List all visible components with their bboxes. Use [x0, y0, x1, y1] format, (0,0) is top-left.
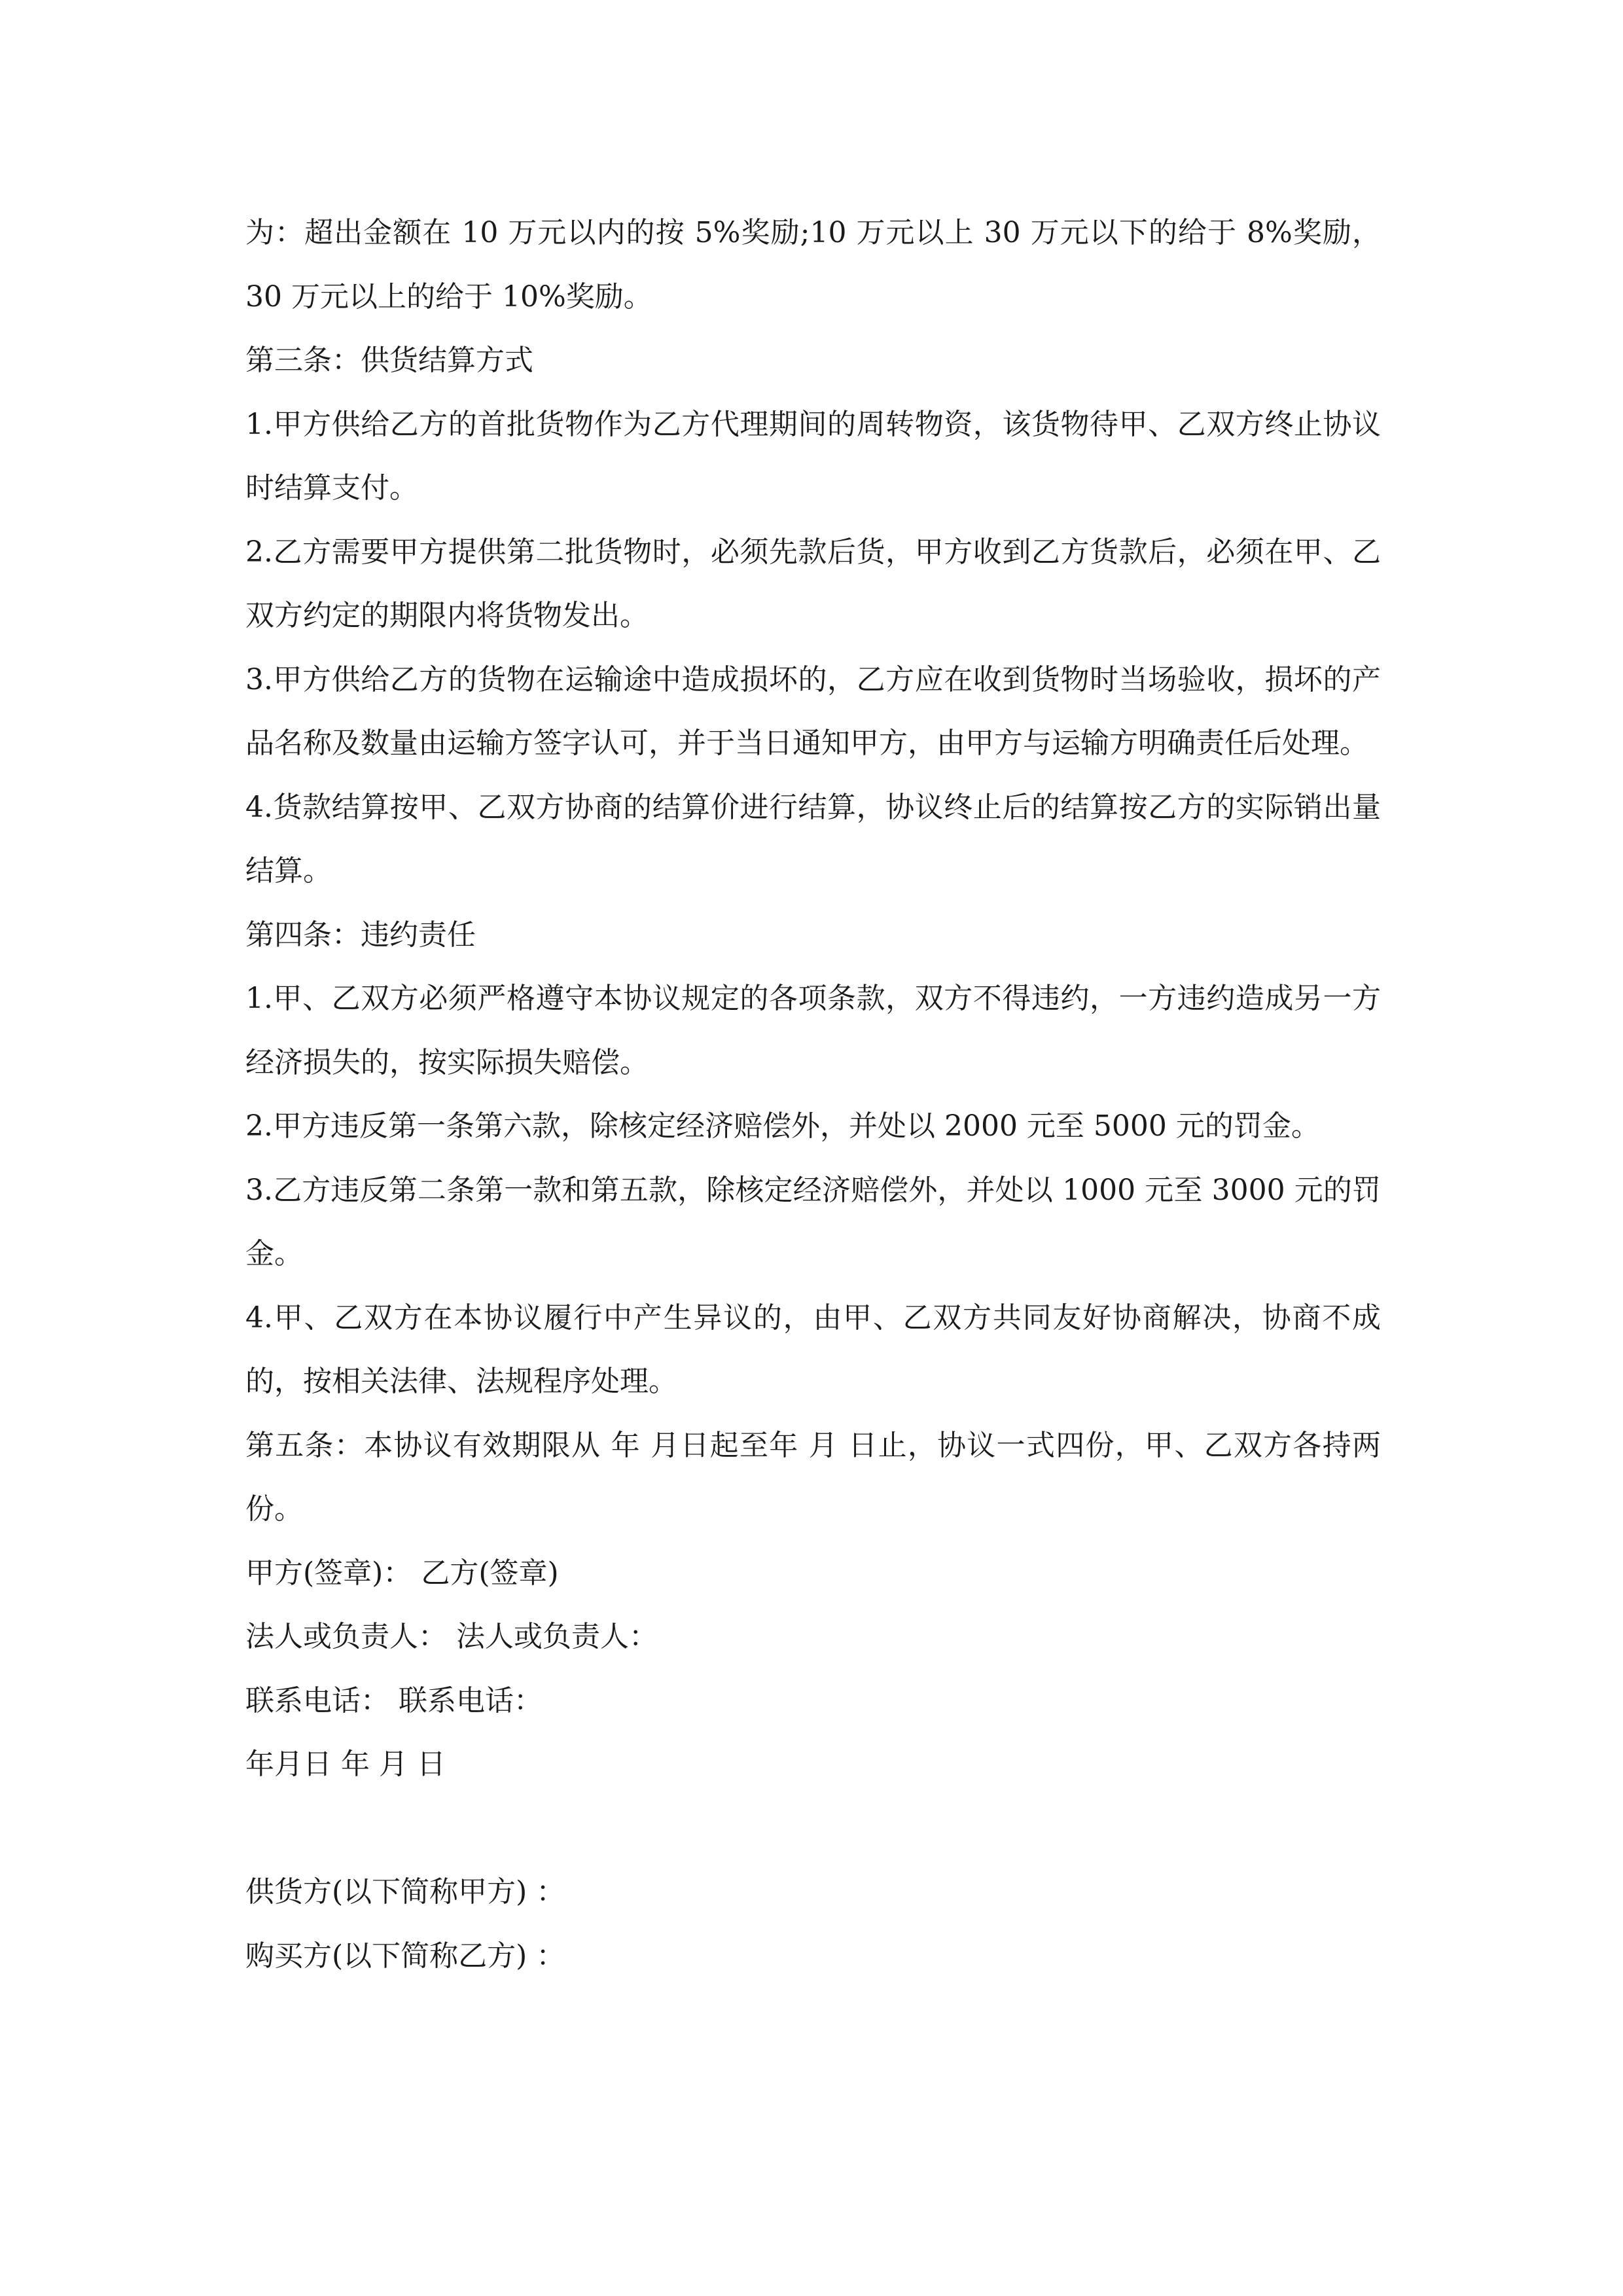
document-body	[245, 201, 1381, 1988]
paragraph-article-3-item-1: 1.甲方供给乙方的首批货物作为乙方代理期间的周转物资，该货物待甲、乙双方终止协议时结算支付。	[245, 407, 1381, 505]
date-line: 年月日 年 月 日	[245, 1748, 446, 1781]
paragraph-article-3-item-3: 3.甲方供给乙方的货物在运输途中造成损坏的，乙方应在收到货物时当场验收，损坏的产品名称及数量由运输方签字认可，并于当日通知甲方，由甲方与运输方明确责任后处理。	[245, 662, 1381, 760]
legal-representative-line: 法人或负责人： 法人或负责人：	[245, 1620, 658, 1653]
paragraph-article-4-item-4: 4.甲、乙双方在本协议履行中产生异议的，由甲、乙双方共同友好协商解决，协商不成的，按相关法律、法规程序处理。	[245, 1300, 1381, 1398]
paragraph-article-4-item-2: 2.甲方违反第一条第六款，除核定经济赔偿外，并处以 2000 元至 5000 元的罚金。	[245, 1109, 1320, 1143]
paragraph-article-4-item-3: 3.乙方违反第二条第一款和第五款，除核定经济赔偿外，并处以 1000 元至 3000 元的罚金。	[245, 1173, 1381, 1270]
paragraph-article-3-item-2: 2.乙方需要甲方提供第二批货物时，必须先款后货，甲方收到乙方货款后，必须在甲、乙双方约定的期限内将货物发出。	[245, 535, 1381, 632]
paragraph-reward-terms: 为：超出金额在 10 万元以内的按 5%奖励;10 万元以上 30 万元以下的给于 8%奖励，30 万元以上的给于 10%奖励。	[245, 216, 1381, 314]
buyer-line: 购买方(以下简称乙方) ：	[245, 1939, 565, 1973]
paragraph-article-4-item-1: 1.甲、乙双方必须严格遵守本协议规定的各项条款，双方不得违约，一方违约造成另一方经济损失的，按实际损失赔偿。	[245, 982, 1381, 1079]
signature-line: 甲方(签章)： 乙方(签章)	[245, 1556, 559, 1590]
supplier-line: 供货方(以下简称甲方) ：	[245, 1875, 565, 1909]
heading-article-4: 第四条：违约责任	[245, 918, 476, 952]
heading-article-3: 第三条：供货结算方式	[245, 344, 533, 377]
paragraph-article-3-item-4: 4.货款结算按甲、乙双方协商的结算价进行结算，协议终止后的结算按乙方的实际销出量结算。	[245, 790, 1381, 888]
section-gap	[245, 1797, 1381, 1861]
contact-phone-line: 联系电话： 联系电话：	[245, 1683, 543, 1717]
paragraph-article-5: 第五条：本协议有效期限从 年 月日起至年 月 日止，协议一式四份，甲、乙双方各持两份。	[245, 1428, 1381, 1526]
